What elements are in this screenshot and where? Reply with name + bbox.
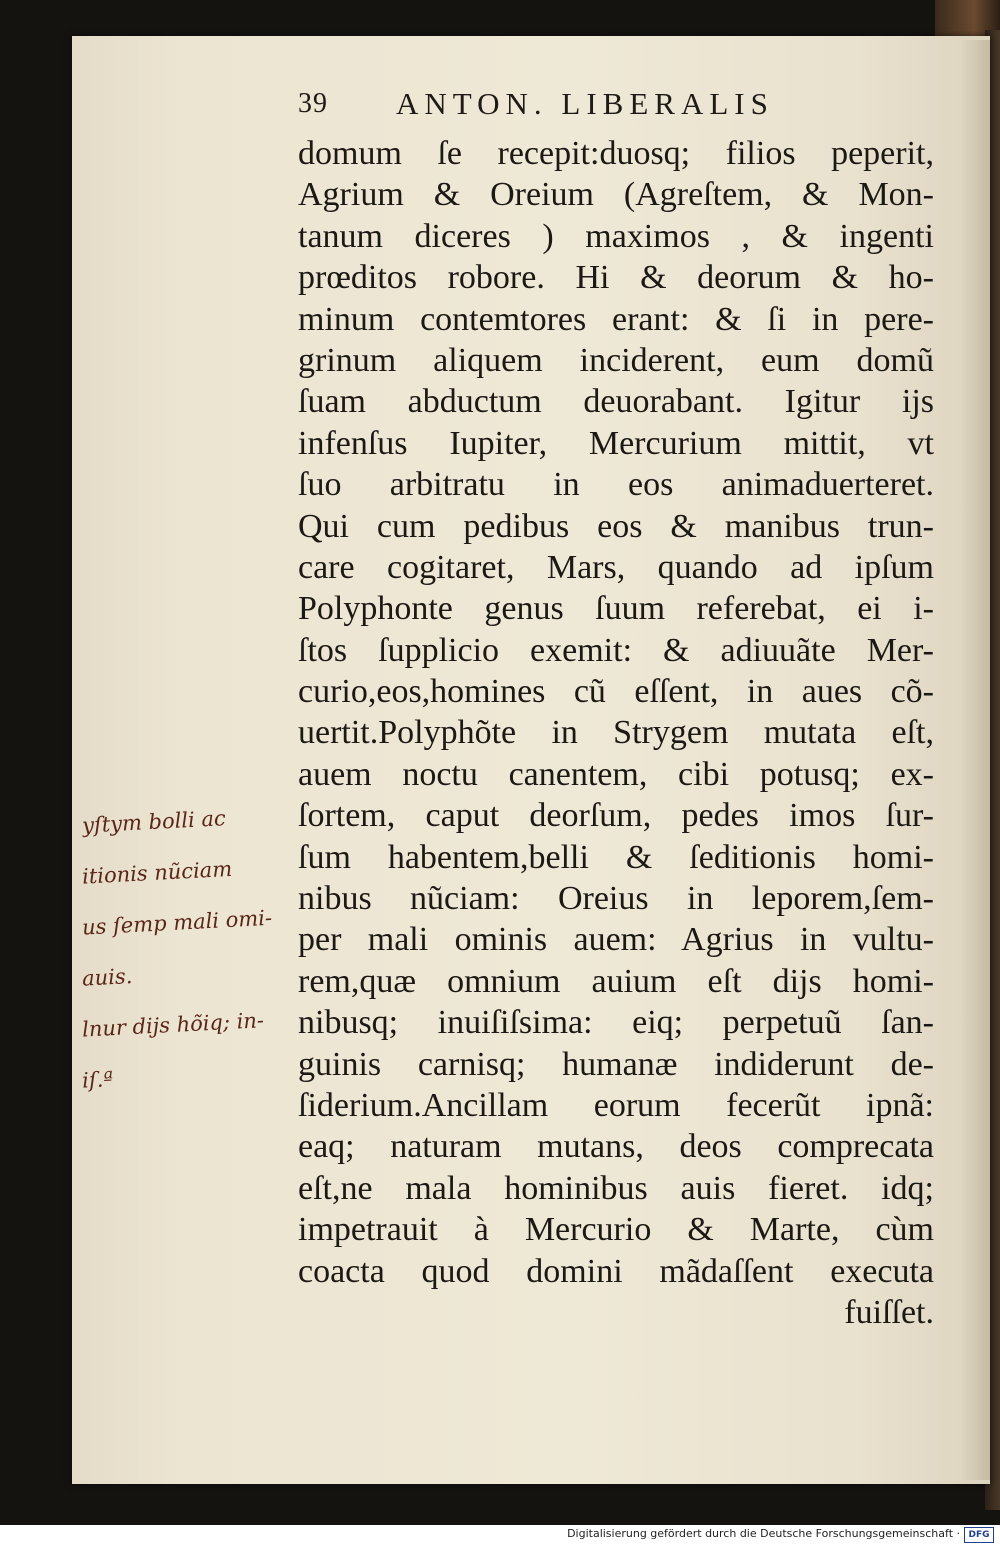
text-line: rem,quæ omnium auium eſt dijs homi- xyxy=(298,962,934,1000)
text-line: tanum diceres ) maximos , & ingenti xyxy=(298,217,934,255)
text-line: care cogitaret, Mars, quando ad ipſum xyxy=(298,548,934,586)
body-text xyxy=(298,133,934,1333)
text-line: curio,eos,homines cũ eſſent, in aues cõ- xyxy=(298,673,934,711)
text-line: eſt,ne mala hominibus auis fieret. idq; xyxy=(298,1169,934,1207)
text-line: domum ſe recepit:duosq; filios peperit, xyxy=(298,135,934,172)
text-line: nibusq; inuiſiſsima: eiq; perpetuũ ſan- xyxy=(298,1004,934,1042)
running-head xyxy=(298,86,938,128)
page-gutter-shadow xyxy=(960,40,990,1480)
text-line: ſtos ſupplicio exemit: & adiuuãte Mer- xyxy=(298,631,934,669)
footer-bar xyxy=(0,1525,1000,1545)
text-line: minum contemtores erant: & ſi in pere- xyxy=(298,300,934,338)
note-line: us ſemp mali omi- xyxy=(81,905,273,940)
note-line: itionis nũciam xyxy=(81,856,233,889)
text-line: ſiderium.Ancillam eorum fecerũt ipnã: xyxy=(298,1086,934,1124)
text-line: ſum habentem,belli & ſeditionis homi- xyxy=(298,838,934,876)
text-line: auem noctu canentem, cibi potusq; ex- xyxy=(298,755,934,793)
note-line: lnur dijs hõiq; in- xyxy=(81,1008,265,1042)
running-title: ANTON. LIBERALIS xyxy=(396,86,774,121)
text-line: guinis carnisq; humanæ indiderunt de- xyxy=(298,1045,934,1083)
note-line: auis. xyxy=(81,964,133,991)
text-line: uertit.Polyphõte in Strygem mutata eſt, xyxy=(298,714,934,752)
text-line: ſuam abductum deuorabant. Igitur ijs xyxy=(298,383,934,421)
text-line: Agrium & Oreium (Agreſtem, & Mon- xyxy=(298,176,934,214)
text-line: ſuo arbitratu in eos animaduerteret. xyxy=(298,466,934,504)
text-line: infenſus Iupiter, Mercurium mittit, vt xyxy=(298,424,934,462)
text-line: grinum aliquem inciderent, eum domũ xyxy=(298,341,934,379)
text-line: nibus nũciam: Oreius in leporem,ſem- xyxy=(298,880,934,918)
handwritten-margin-note xyxy=(82,795,298,1101)
text-line-catchword: fuiſſet. xyxy=(844,1293,934,1331)
note-line: iſ.ª xyxy=(81,1067,114,1093)
text-line: per mali ominis auem: Agrius in vultu- xyxy=(298,921,934,959)
text-line: prœditos robore. Hi & deorum & ho- xyxy=(298,259,934,297)
text-line: coacta quod domini mãdaſſent executa xyxy=(298,1252,934,1290)
text-line: Qui cum pedibus eos & manibus trun- xyxy=(298,507,934,545)
note-line: yſtym bolli ac xyxy=(81,806,227,838)
text-line: ſortem, caput deorſum, pedes imos ſur- xyxy=(298,797,934,835)
text-line: impetrauit à Mercurio & Marte, cùm xyxy=(298,1211,934,1249)
page-number: 39 xyxy=(298,88,328,119)
text-line: Polyphonte genus ſuum referebat, ei i- xyxy=(298,590,934,628)
funding-credit: Digitalisierung gefördert durch die Deutsche Forschungsgemeinschaft · xyxy=(567,1527,960,1540)
text-line: eaq; naturam mutans, deos comprecata xyxy=(298,1128,934,1166)
dfg-logo: DFG xyxy=(964,1527,994,1543)
